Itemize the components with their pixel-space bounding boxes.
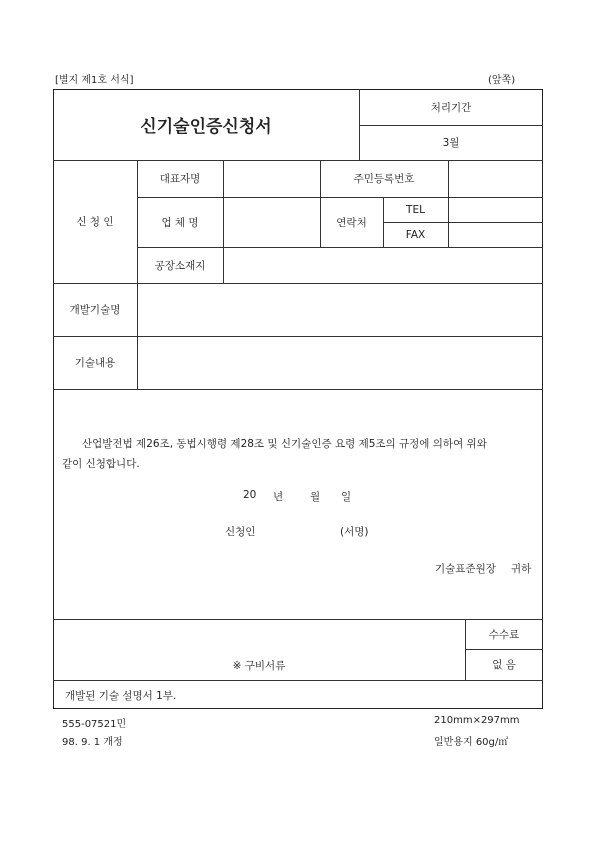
paper-type: 일반용지 60g/㎡: [434, 737, 509, 748]
processing-period-value: 3월: [442, 137, 460, 149]
form-title: 신기술인증신청서: [140, 117, 272, 137]
company-name-label: 업 체 명: [161, 216, 199, 229]
applicant-section-label: 신 청 인: [76, 216, 114, 228]
tel-label: TEL: [406, 203, 425, 216]
revision-date: 98. 9. 1 개정: [62, 737, 123, 748]
representative-field[interactable]: [224, 160, 319, 197]
applicant-sign-label: 신청인: [225, 526, 256, 538]
page-side-label: (앞쪽): [488, 75, 516, 86]
resident-number-field[interactable]: [449, 160, 543, 197]
contact-label: 연락처: [336, 216, 367, 229]
form-number-label: [별지 제1호 서식]: [55, 75, 134, 86]
company-name-field[interactable]: [224, 197, 319, 247]
tech-name-field[interactable]: [138, 283, 543, 336]
fax-field[interactable]: [449, 222, 543, 247]
statement-line-2: 같이 신청합니다.: [62, 458, 140, 470]
required-documents-label: ※ 구비서류: [232, 659, 286, 672]
fee-label: 수수료: [488, 628, 520, 641]
fax-label: FAX: [405, 228, 426, 241]
addressee: 기술표준원장: [435, 563, 496, 575]
date-day-label: 일: [341, 491, 352, 503]
resident-number-label: 주민등록번호: [353, 173, 415, 185]
tech-content-field[interactable]: [138, 336, 543, 389]
statement-line-1: 산업발전법 제26조, 동법시행령 제28조 및 신기술인증 요령 제5조의 규정에 의하여 위와: [82, 438, 487, 450]
paper-size: 210mm×297mm: [434, 715, 520, 726]
tech-content-label: 기술내용: [74, 357, 116, 369]
tel-field[interactable]: [449, 197, 543, 222]
divider: [53, 680, 543, 681]
signature-label: (서명): [340, 526, 369, 538]
processing-period-label: 처리기간: [430, 101, 472, 114]
date-year-prefix: 20: [243, 489, 257, 501]
form-code: 555-07521민: [62, 719, 127, 730]
representative-label: 대표자명: [159, 173, 201, 185]
divider: [53, 389, 543, 390]
factory-location-field[interactable]: [224, 247, 543, 283]
date-month-label: 월: [310, 491, 321, 503]
addressee-suffix: 귀하: [511, 563, 532, 575]
fee-value: 없 음: [492, 659, 516, 671]
required-document-item: 개발된 기술 설명서 1부.: [65, 690, 177, 702]
factory-location-label: 공장소재지: [154, 259, 206, 272]
tech-name-label: 개발기술명: [69, 304, 121, 316]
date-year-label: 년: [273, 491, 284, 503]
